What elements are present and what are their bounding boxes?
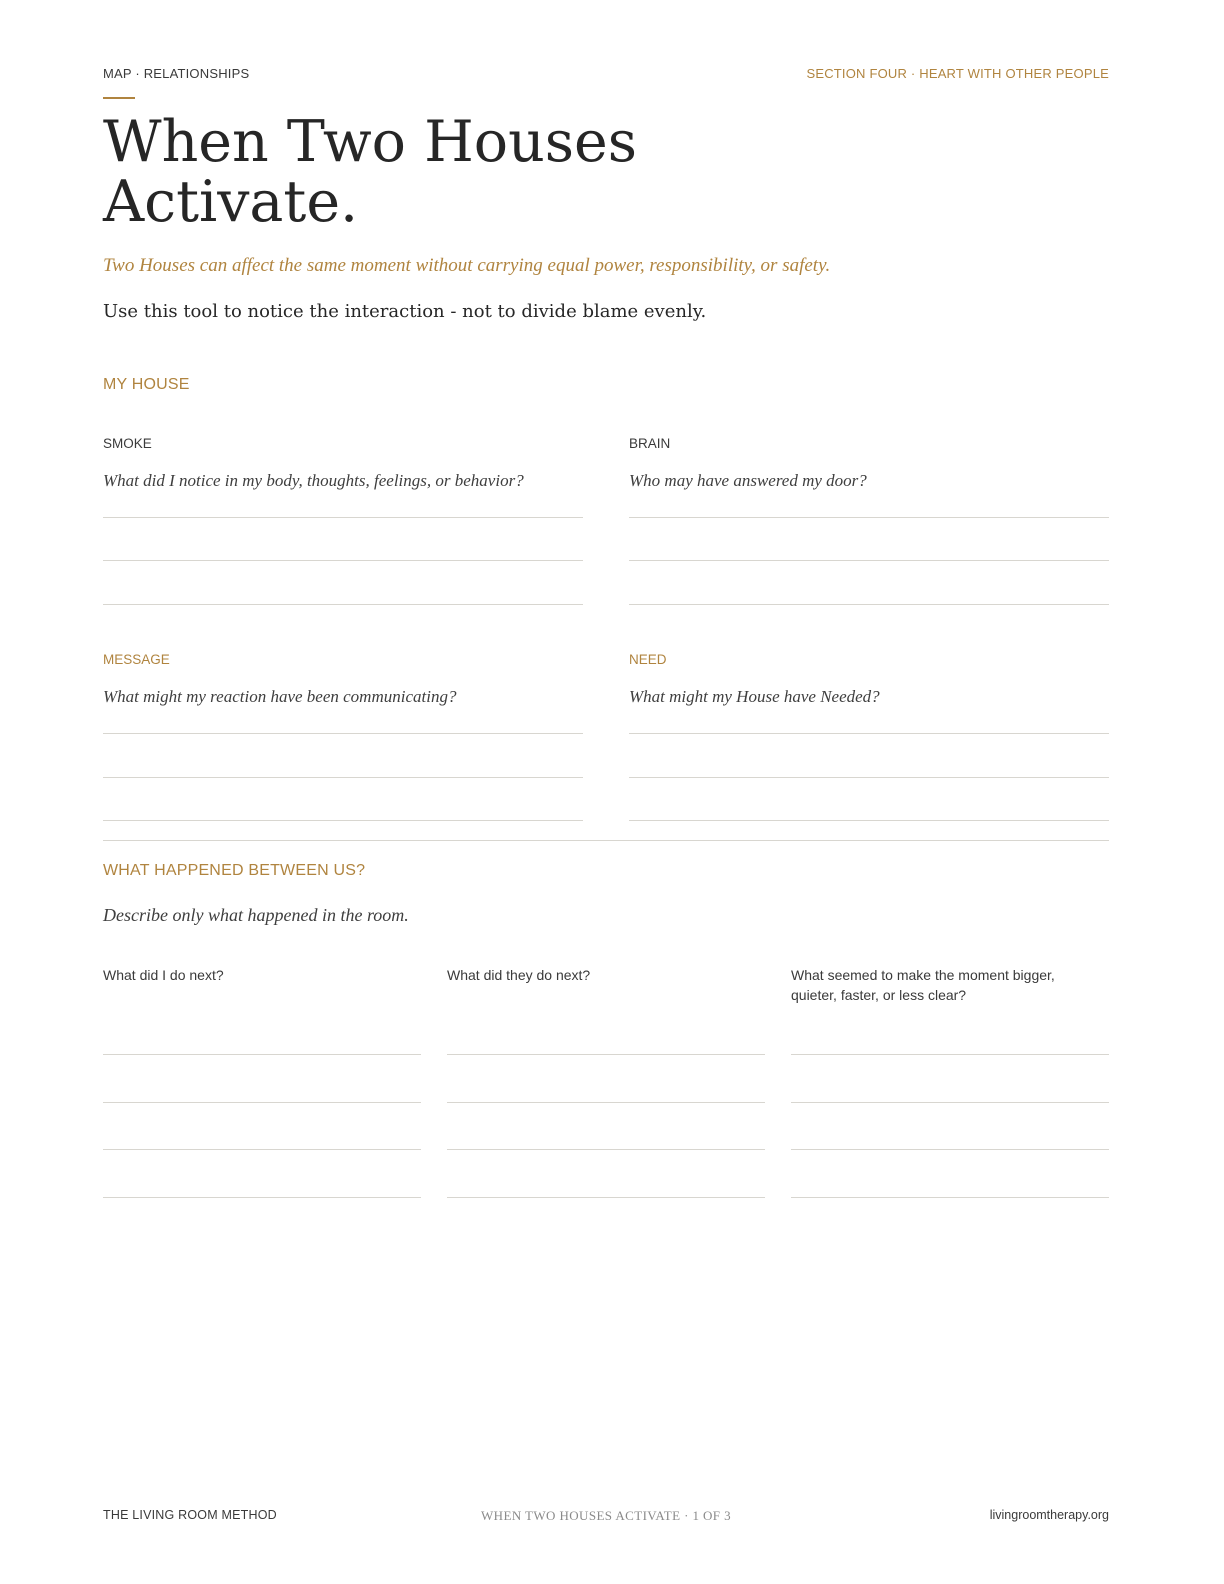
smoke-label: SMOKE xyxy=(103,436,152,451)
need-prompt: What might my House have Needed? xyxy=(629,687,880,706)
message-write-line[interactable] xyxy=(103,733,583,734)
need-label: NEED xyxy=(629,652,667,667)
page-title xyxy=(103,109,803,235)
i-did-write-line[interactable] xyxy=(103,1149,421,1150)
moment-write-line[interactable] xyxy=(791,1197,1109,1198)
need-write-line[interactable] xyxy=(629,820,1109,821)
between-heading: WHAT HAPPENED BETWEEN US? xyxy=(103,862,366,879)
they-did-write-line[interactable] xyxy=(447,1149,765,1150)
i-did-write-line[interactable] xyxy=(103,1054,421,1055)
footer-brand: THE LIVING ROOM METHOD xyxy=(103,1508,277,1522)
footer-website-link[interactable]: livingroomtherapy.org xyxy=(989,1508,1109,1522)
they-did-write-line[interactable] xyxy=(447,1054,765,1055)
eyebrow-left: MAP · RELATIONSHIPS xyxy=(103,66,250,81)
brain-prompt: Who may have answered my door? xyxy=(629,471,867,490)
i-did-write-line[interactable] xyxy=(103,1102,421,1103)
subtitle: Two Houses can affect the same moment without carrying equal power, responsibility, or safety. xyxy=(103,255,831,276)
moment-write-line[interactable] xyxy=(791,1102,1109,1103)
moment-write-line[interactable] xyxy=(791,1054,1109,1055)
title-line-1: When Two Houses xyxy=(103,109,638,175)
message-write-line[interactable] xyxy=(103,820,583,821)
lead-text: Use this tool to notice the interaction - not to divide blame evenly. xyxy=(103,301,707,322)
column-question-they-did: What did they do next? xyxy=(447,967,591,983)
footer-page-indicator: WHEN TWO HOUSES ACTIVATE · 1 OF 3 xyxy=(481,1508,731,1523)
message-label: MESSAGE xyxy=(103,652,170,667)
moment-write-line[interactable] xyxy=(791,1149,1109,1150)
brain-write-line[interactable] xyxy=(629,604,1109,605)
accent-rule xyxy=(103,97,135,99)
they-did-write-line[interactable] xyxy=(447,1197,765,1198)
between-prompt: Describe only what happened in the room. xyxy=(103,905,409,925)
brain-write-line[interactable] xyxy=(629,560,1109,561)
column-question-i-did: What did I do next? xyxy=(103,967,224,983)
section-divider xyxy=(103,840,1109,841)
need-write-line[interactable] xyxy=(629,733,1109,734)
smoke-write-line[interactable] xyxy=(103,560,583,561)
message-write-line[interactable] xyxy=(103,777,583,778)
need-write-line[interactable] xyxy=(629,777,1109,778)
smoke-prompt: What did I notice in my body, thoughts, feelings, or behavior? xyxy=(103,471,524,490)
eyebrow-right: SECTION FOUR · HEART WITH OTHER PEOPLE xyxy=(806,66,1109,81)
my-house-heading: MY HOUSE xyxy=(103,376,190,393)
column-question-moment: What seemed to make the moment bigger, quieter, faster, or less clear? xyxy=(791,967,1055,1003)
smoke-write-line[interactable] xyxy=(103,604,583,605)
smoke-write-line[interactable] xyxy=(103,517,583,518)
brain-write-line[interactable] xyxy=(629,517,1109,518)
they-did-write-line[interactable] xyxy=(447,1102,765,1103)
brain-label: BRAIN xyxy=(629,436,671,451)
title-line-2: Activate. xyxy=(103,169,359,235)
i-did-write-line[interactable] xyxy=(103,1197,421,1198)
message-prompt: What might my reaction have been communicating? xyxy=(103,687,457,706)
